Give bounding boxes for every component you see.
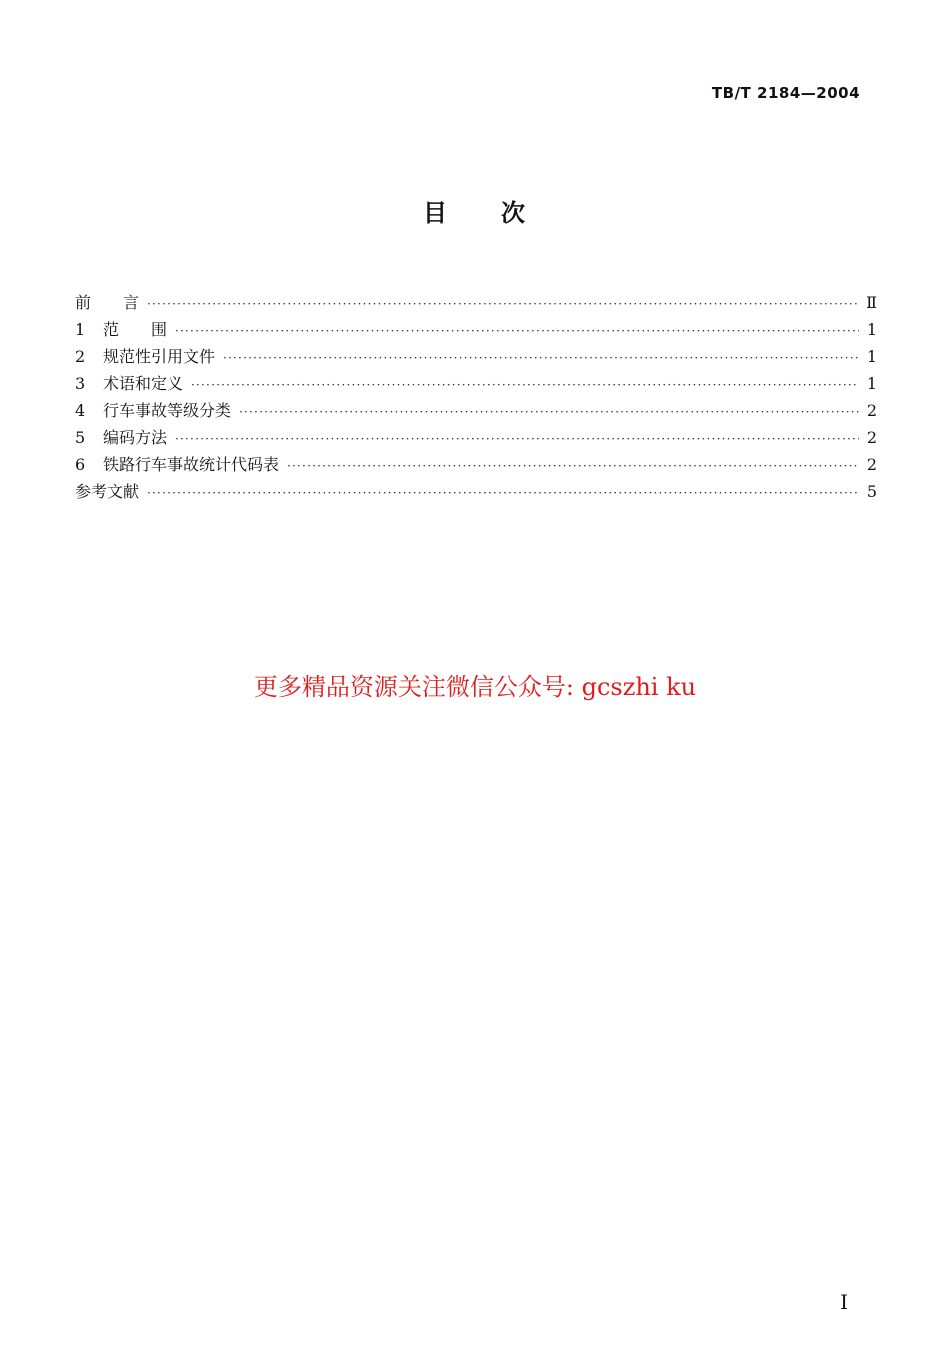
toc-entry-number: 5 <box>75 428 86 447</box>
toc-entry-bibliography[interactable] <box>75 479 877 506</box>
toc-entry-label: 铁路行车事故统计代码表 <box>103 455 280 474</box>
toc-entry-label: 术语和定义 <box>103 374 184 393</box>
page-title: 目 次 <box>423 199 527 227</box>
table-of-contents <box>75 290 877 506</box>
standard-number: TB/T 2184—2004 <box>711 84 860 102</box>
toc-dot-leader <box>239 405 859 419</box>
toc-dot-leader <box>147 486 859 500</box>
toc-entry-coding-method[interactable] <box>75 425 877 452</box>
toc-entry-label: 规范性引用文件 <box>103 347 216 366</box>
toc-entry-page: 2 <box>866 401 877 420</box>
toc-entry-terms-definitions[interactable] <box>75 371 877 398</box>
toc-entry-number: 4 <box>75 401 86 420</box>
toc-dot-leader <box>287 459 859 473</box>
promo-watermark-text: 更多精品资源关注微信公众号: gcszhi ku <box>253 673 697 701</box>
toc-dot-leader <box>175 432 859 446</box>
toc-entry-label: 参考文献 <box>75 482 140 501</box>
toc-entry-page: 5 <box>866 482 877 501</box>
toc-dot-leader <box>223 351 859 365</box>
toc-entry-preface[interactable] <box>75 290 877 317</box>
toc-entry-code-table[interactable] <box>75 452 877 479</box>
toc-entry-page: 2 <box>866 455 877 474</box>
toc-entry-number: 1 <box>75 320 86 339</box>
toc-entry-page: 1 <box>866 320 877 339</box>
toc-entry-page: 1 <box>866 347 877 366</box>
toc-entry-label: 前 言 <box>75 293 140 312</box>
toc-entry-accident-classification[interactable] <box>75 398 877 425</box>
toc-entry-number: 2 <box>75 347 86 366</box>
toc-entry-page: 2 <box>866 428 877 447</box>
toc-dot-leader <box>191 378 859 392</box>
toc-entry-number: 6 <box>75 455 86 474</box>
toc-entry-label: 行车事故等级分类 <box>103 401 232 420</box>
toc-entry-label: 编码方法 <box>103 428 168 447</box>
toc-entry-normative-references[interactable] <box>75 344 877 371</box>
toc-dot-leader <box>175 324 859 338</box>
page-number: I <box>840 1290 848 1314</box>
toc-entry-scope[interactable] <box>75 317 877 344</box>
toc-dot-leader <box>147 297 858 311</box>
toc-entry-page: 1 <box>866 374 877 393</box>
toc-entry-page: Ⅱ <box>866 293 877 312</box>
toc-entry-number: 3 <box>75 374 86 393</box>
toc-entry-label: 范 围 <box>103 320 168 339</box>
